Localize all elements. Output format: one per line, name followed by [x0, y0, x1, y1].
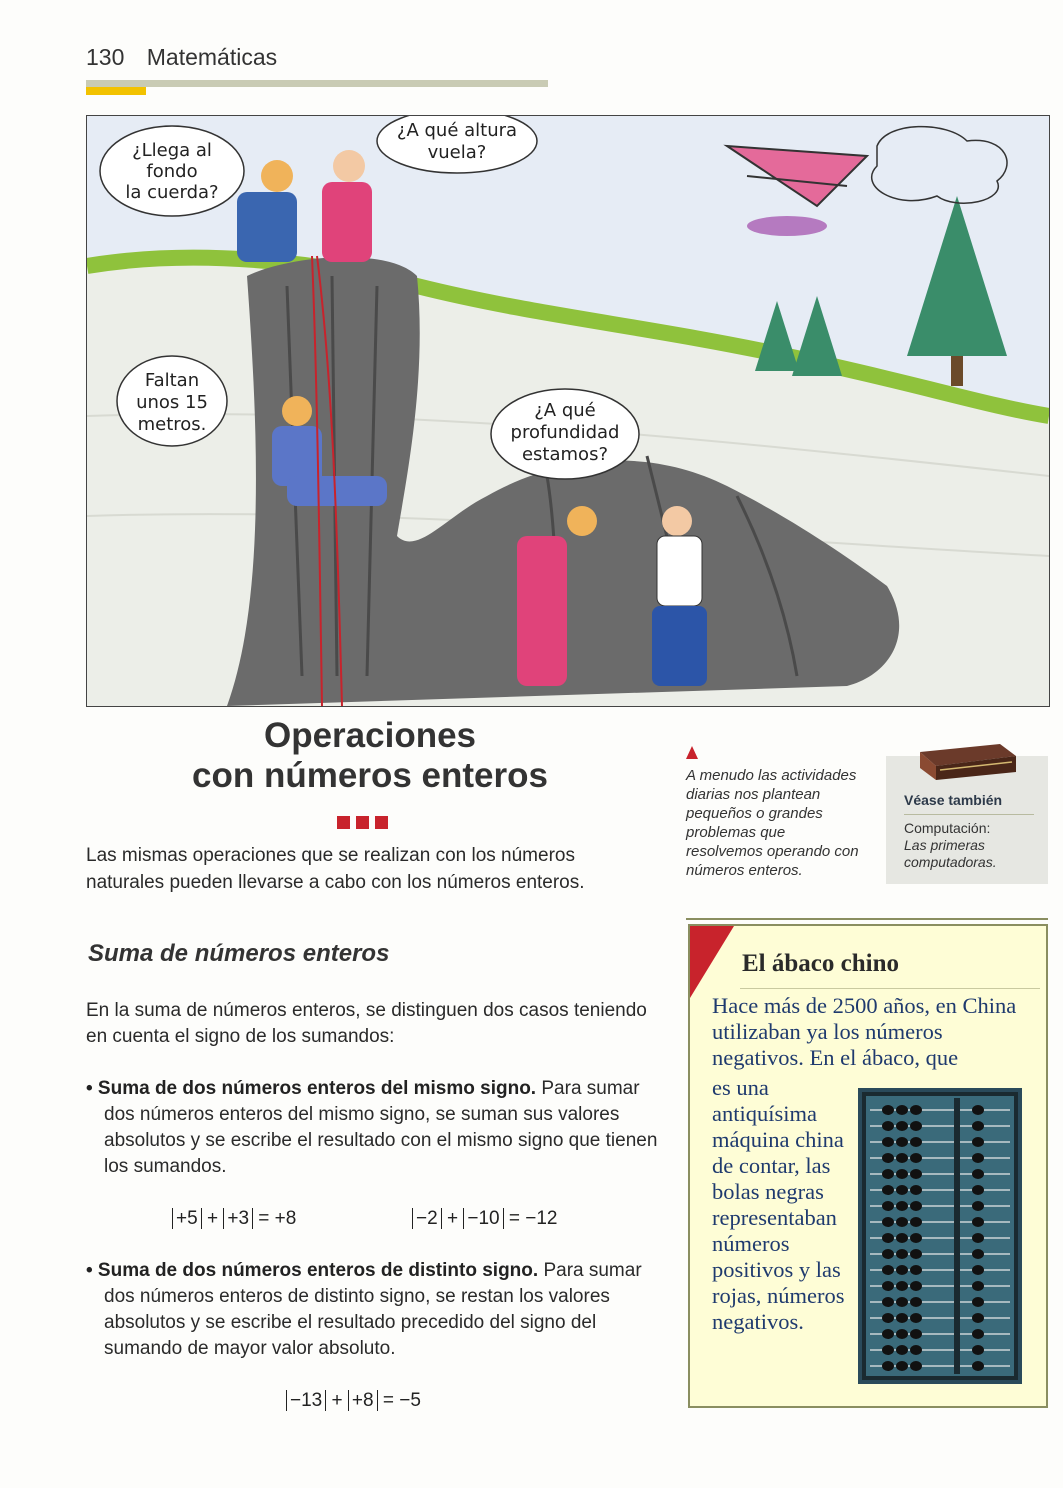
formula-2-result: = −12	[508, 1208, 558, 1229]
see-also-link[interactable]	[904, 820, 1024, 871]
bubble-3-line-1: Faltan	[144, 370, 200, 391]
formula-2	[412, 1208, 557, 1230]
formula-1	[172, 1208, 296, 1230]
bubble-4-line-2: profundidad	[510, 422, 620, 443]
formula-3	[286, 1390, 421, 1412]
formula-3-a: −13	[286, 1390, 326, 1411]
header-accent-bar	[86, 87, 146, 95]
formula-3-b: +8	[348, 1390, 378, 1411]
formula-3-op: +	[331, 1390, 343, 1411]
section-name: Matemáticas	[146, 44, 278, 70]
bullet-2-text: Para sumar dos números enteros de distinto signo, se restan los valores absolutos y se escribe el resultado precedido del signo del sumando de mayor valor absoluto.	[104, 1260, 642, 1359]
bullet-different-sign	[86, 1258, 674, 1362]
see-also-item-sub: Las primeras computadoras.	[904, 837, 997, 870]
abacus-photo	[858, 1088, 1022, 1384]
page-number: 130	[86, 44, 125, 70]
bubble-1-line-2: fondo	[146, 161, 198, 182]
bubble-1-line-3: la cuerda?	[125, 182, 219, 203]
box-text-top: Hace más de 2500 años, en China utilizaban ya los números negativos. En el ábaco, que	[712, 993, 1017, 1070]
bullet-same-sign	[86, 1076, 674, 1180]
see-also-item: Computación:	[904, 820, 991, 836]
box-text-column: es una antiquísima máquina china de contar, las bolas negras representaban números positivos y las rojas, números negativos.	[712, 1075, 845, 1334]
book-icon	[916, 736, 1020, 782]
bubble-3-line-2: unos 15	[136, 392, 208, 413]
formula-2-a: −2	[412, 1208, 442, 1229]
bubble-4-line-3: estamos?	[521, 444, 609, 465]
intro-paragraph: Las mismas operaciones que se realizan con los números naturales pueden llevarse a cabo con los números enteros.	[86, 845, 585, 893]
bubble-1-line-1: ¿Llega al	[132, 140, 212, 161]
bubble-3-line-3: metros.	[137, 414, 207, 435]
formula-2-op: +	[446, 1208, 459, 1229]
box-title-rule	[740, 988, 1040, 989]
formula-1-b: +3	[223, 1208, 253, 1229]
page-header	[86, 44, 277, 71]
bubble-2-line-1: ¿A qué altura	[396, 120, 518, 141]
page-title	[150, 716, 590, 796]
box-corner-accent	[690, 926, 734, 998]
bubble-4-line-1: ¿A qué	[534, 400, 596, 421]
see-also-rule	[904, 814, 1034, 815]
bullet-2-heading: • Suma de dos números enteros de distinto signo.	[86, 1260, 539, 1281]
formula-1-a: +5	[172, 1208, 202, 1229]
bullet-1-text: Para sumar dos números enteros del mismo signo, se suman sus valores absolutos y se escribe el resultado con el mismo signo que tienen los sumandos.	[104, 1078, 658, 1177]
title-ornament	[337, 816, 394, 834]
caption-triangle-icon	[686, 746, 698, 759]
illustration-caption: A menudo las actividades diarias nos plantean pequeños o grandes problemas que resolvemos operando con números enteros.	[686, 767, 859, 879]
header-rule	[86, 80, 548, 87]
bullet-1-heading: • Suma de dos números enteros del mismo signo.	[86, 1078, 537, 1099]
formula-1-op: +	[206, 1208, 219, 1229]
title-line-2: con números enteros	[192, 756, 548, 795]
section-intro: En la suma de números enteros, se distinguen dos casos teniendo en cuenta el signo de los sumandos:	[86, 1000, 647, 1047]
title-line-1: Operaciones	[263, 716, 477, 755]
section-title: Suma de números enteros	[88, 940, 390, 967]
formula-2-b: −10	[463, 1208, 503, 1229]
box-title: El ábaco chino	[742, 950, 899, 977]
formula-1-result: = +8	[258, 1208, 297, 1229]
cave-illustration	[86, 115, 1050, 707]
caption-rule	[686, 918, 1048, 920]
bubble-2-line-2: vuela?	[427, 142, 487, 163]
see-also-title: Véase también	[904, 792, 1003, 808]
formula-3-result: = −5	[382, 1390, 421, 1411]
